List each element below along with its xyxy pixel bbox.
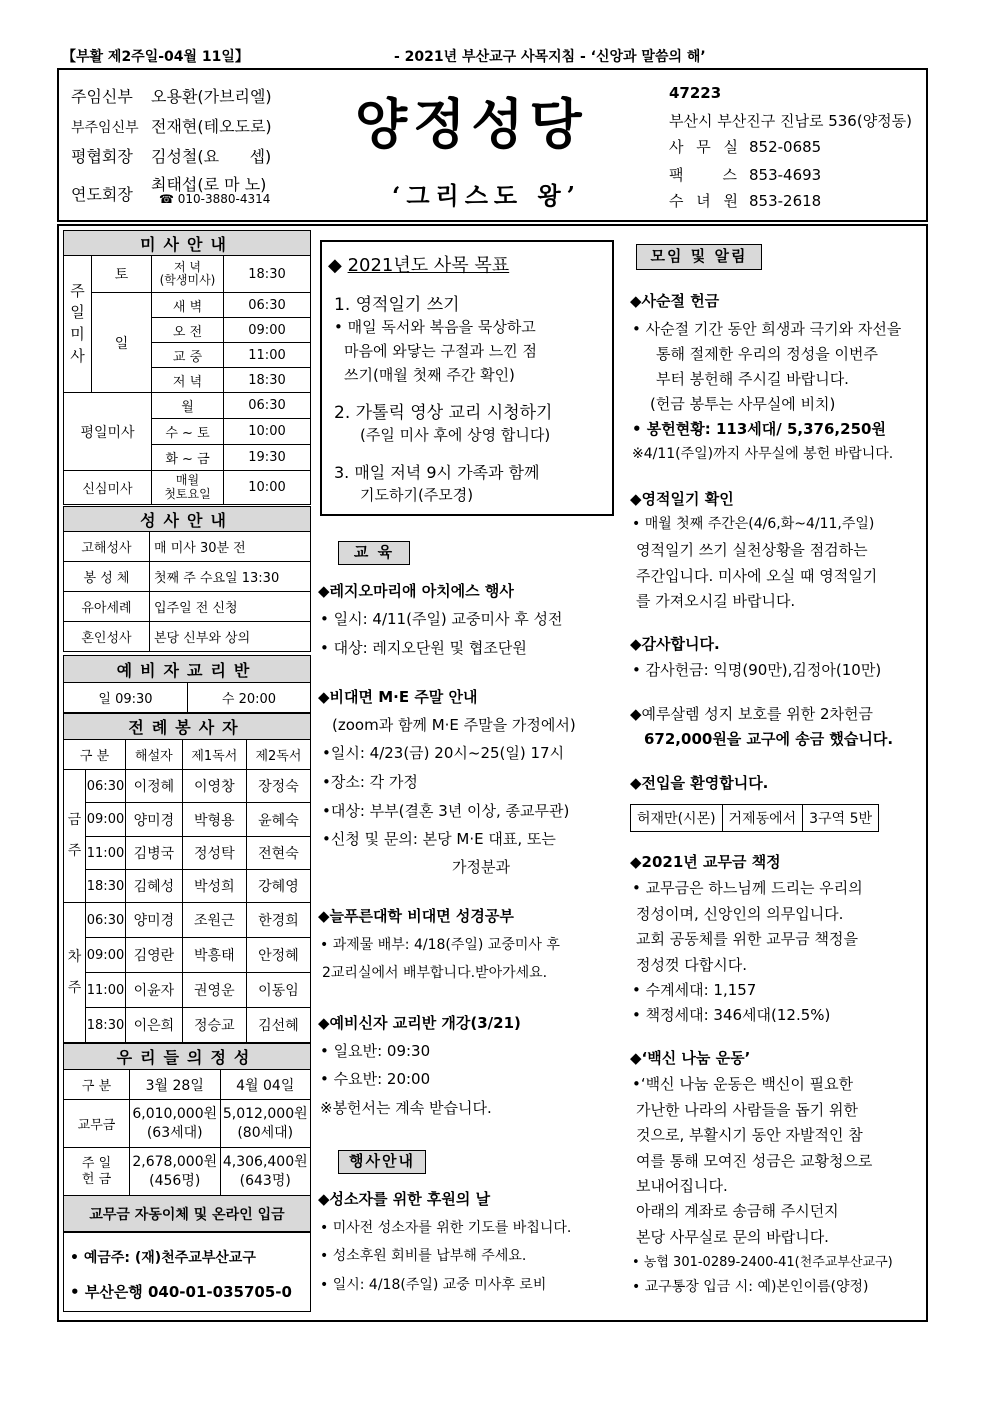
staff-row-council: 평협회장 김성철(요 셉) <box>71 147 272 166</box>
liturgy-cell: 이영창 <box>182 770 246 803</box>
saturday-label: 토 <box>92 256 152 293</box>
sacrament-name: 고해성사 <box>64 532 150 562</box>
notice-title: ◆레지오마리애 아치에스 행사 <box>318 582 514 600</box>
goal-1: 1. 영적일기 쓰기 <box>334 295 460 315</box>
notice-text: 를 가져오시길 바랍니다. <box>636 592 796 610</box>
liturgy-group-next-week: 차 주 <box>64 903 86 1043</box>
account-holder: • 예금주: (재)천주교부산교구 <box>70 1250 256 1266</box>
notice-text: 가정분과 <box>452 858 510 876</box>
sacrament-info: 첫째 주 수요일 13:30 <box>150 562 311 592</box>
liturgy-time: 09:00 <box>86 803 126 837</box>
notice-title: ◆성소자를 위한 후원의 날 <box>318 1190 491 1208</box>
liturgy-time: 11:00 <box>86 973 126 1008</box>
notice-text: 영적일기 쓰기 실천상황을 점검하는 <box>636 541 868 559</box>
newcomer-from: 거제동에서 <box>722 805 803 832</box>
mass-time: 18:30 <box>224 368 311 393</box>
events-tag: 행사안내 <box>338 1150 426 1174</box>
liturgy-cell: 박성희 <box>182 870 246 903</box>
mass-name: 새 벽 <box>152 293 224 318</box>
notice-text: • 사순절 기간 동안 희생과 극기와 자선을 <box>632 320 902 338</box>
liturgy-col: 구 분 <box>64 740 126 770</box>
notice-text: (zoom과 함께 M·E 주말을 가정에서) <box>332 716 576 734</box>
goal-2-text: (주일 미사 후에 상영 합니다) <box>360 426 551 444</box>
notice-text: •장소: 각 가정 <box>322 773 418 791</box>
mass-name: 저 녁 <box>152 368 224 393</box>
liturgy-cell: 강혜영 <box>246 870 310 903</box>
catechism-sunday: 일 09:30 <box>64 683 188 713</box>
notice-text: (헌금 봉투는 사무실에 비치) <box>650 395 836 413</box>
catechism-heading: 예비자교리반 <box>64 656 311 683</box>
notice-text: ※봉헌서는 계속 받습니다. <box>320 1099 492 1117</box>
offering-value: 4,306,400원 (643명) <box>220 1148 311 1196</box>
weekday-time: 06:30 <box>224 393 311 419</box>
notice-text: •일시: 4/23(금) 20시~25(일) 17시 <box>322 744 565 762</box>
notice-text: 보내어집니다. <box>636 1177 728 1195</box>
liturgy-cell: 김혜성 <box>126 870 183 903</box>
liturgy-time: 09:00 <box>86 938 126 973</box>
liturgy-cell: 양미경 <box>126 803 183 837</box>
mass-table <box>63 230 311 505</box>
notice-text: 통해 절제한 우리의 정성을 이번주 <box>656 345 878 363</box>
liturgy-cell: 김병국 <box>126 837 183 870</box>
liturgy-cell: 김선혜 <box>246 1008 310 1043</box>
notice-title: ◆늘푸른대학 비대면 성경공부 <box>318 907 514 925</box>
staff-row-pastor: 주임신부 오용환(가브리엘) <box>71 87 272 106</box>
newcomer-district: 3구역 5반 <box>803 805 879 832</box>
goal-3-text: 기도하기(주모경) <box>360 486 474 504</box>
weekday-day: 수 ~ 토 <box>152 419 224 445</box>
notice-text: •‘백신 나눔 운동은 백신이 필요한 <box>632 1075 854 1093</box>
bulletin-date: 【부활 제2주일-04월 11일】 <box>62 49 249 65</box>
notice-text: 교회 공동체를 위한 교무금 책정을 <box>636 930 858 948</box>
mass-time: 06:30 <box>224 293 311 318</box>
weekday-day: 화 ~ 금 <box>152 445 224 471</box>
mass-name: 저 녁 (학생미사) <box>152 256 224 293</box>
notice-text: 가난한 나라의 사람들을 돕기 위한 <box>636 1101 858 1119</box>
notice-text: • 봉헌현황: 113세대/ 5,376,250원 <box>632 420 886 438</box>
notice-text: • 교무금은 하느님께 드리는 우리의 <box>632 879 863 897</box>
notice-text: • 일시: 4/11(주일) 교중미사 후 성전 <box>320 610 563 628</box>
goal-2: 2. 가톨릭 영상 교리 시청하기 <box>334 403 553 423</box>
notice-title: ◆2021년 교무금 책정 <box>630 853 781 871</box>
sacrament-name: 혼인성사 <box>64 622 150 652</box>
notice-text: • 수요반: 20:00 <box>320 1070 431 1088</box>
liturgy-cell: 양미경 <box>126 903 183 938</box>
staff-row-assistant: 부주임신부 전재현(테오도로) <box>71 117 272 136</box>
offering-value: 5,012,000원 (80세대) <box>220 1100 311 1148</box>
notice-text: • 매월 첫째 주간은(4/6,화~4/11,주일) <box>632 516 875 532</box>
liturgy-cell: 이윤자 <box>126 973 183 1008</box>
notice-text: • 미사전 성소자를 위한 기도를 바칩니다. <box>320 1220 572 1236</box>
pastoral-goals-box <box>320 240 614 516</box>
notice-text: ◆예루살렘 성지 보호를 위한 2차헌금 <box>630 705 874 723</box>
notice-title: ◆전입을 환영합니다. <box>630 774 769 792</box>
contact-office: 사 무 실 852-0685 <box>669 138 822 156</box>
offering-value: 2,678,000원 (456명) <box>130 1148 221 1196</box>
notice-text: 아래의 계좌로 송금해 주시던지 <box>636 1202 839 1220</box>
weekday-mass-label: 평일미사 <box>64 393 152 471</box>
notice-text: • 과제물 배부: 4/18(주일) 교중미사 후 <box>320 937 560 953</box>
weekday-time: 19:30 <box>224 445 311 471</box>
notice-text: • 성소후원 회비를 납부해 주세요. <box>320 1248 527 1264</box>
mass-time: 18:30 <box>224 256 311 293</box>
newcomer-table <box>630 804 879 832</box>
weekday-time: 10:00 <box>224 419 311 445</box>
goal-1-text: 쓰기(매월 첫째 주간 확인) <box>344 366 515 384</box>
notice-text: 본당 사무실로 문의 바랍니다. <box>636 1228 829 1246</box>
liturgy-cell: 안정혜 <box>246 938 310 973</box>
liturgy-col: 제1독서 <box>182 740 246 770</box>
diocese-motto: - 2021년 부산교구 사목지침 - ‘신앙과 말씀의 해’ <box>394 49 706 65</box>
devotion-mass-label: 신심미사 <box>64 471 152 505</box>
catechism-wednesday: 수 20:00 <box>188 683 311 713</box>
education-tag: 교 육 <box>338 541 410 565</box>
offering-label: 주 일 헌 금 <box>64 1148 130 1196</box>
liturgy-cell: 권영운 <box>182 973 246 1008</box>
parish-subtitle: ‘그리스도 왕’ <box>392 181 581 210</box>
liturgy-cell: 김영란 <box>126 938 183 973</box>
notice-text: •신청 및 문의: 본당 M·E 대표, 또는 <box>322 830 556 848</box>
notice-text: • 일시: 4/18(주일) 교중 미사후 로비 <box>320 1277 547 1293</box>
mass-time: 11:00 <box>224 343 311 368</box>
notice-text: • 수계세대: 1,157 <box>632 981 757 999</box>
mass-heading: 미사안내 <box>64 231 311 256</box>
offering-label: 교무금 <box>64 1100 130 1148</box>
sacrament-name: 유아세례 <box>64 592 150 622</box>
sacrament-name: 봉 성 체 <box>64 562 150 592</box>
liturgy-cell: 한경희 <box>246 903 310 938</box>
sacrament-info: 매 미사 30분 전 <box>150 532 311 562</box>
offering-col: 3월 28일 <box>130 1070 221 1100</box>
notice-text: 주간입니다. 미사에 오실 때 영적일기 <box>636 567 878 585</box>
notice-title: ◆사순절 헌금 <box>630 292 720 310</box>
liturgy-cell: 전현숙 <box>246 837 310 870</box>
goal-1-text: 마음에 와닿는 구절과 느낀 점 <box>344 342 537 360</box>
notice-text: 부터 봉헌해 주시길 바랍니다. <box>656 370 849 388</box>
weekday-day: 월 <box>152 393 224 419</box>
autopay-heading: 교무금 자동이체 및 온라인 입금 <box>64 1196 311 1232</box>
address: 부산시 부산진구 진남로 536(양정동) <box>669 112 913 130</box>
notice-title: ◆비대면 M·E 주말 안내 <box>318 688 478 706</box>
liturgy-time: 06:30 <box>86 770 126 803</box>
bank-account: • 부산은행 040-01-035705-0 <box>70 1283 292 1301</box>
goal-3: 3. 매일 저녁 9시 가족과 함께 <box>334 463 540 482</box>
notice-title: ◆예비신자 교리반 개강(3/21) <box>318 1014 521 1032</box>
liturgy-table <box>63 713 311 1043</box>
liturgy-group-this-week: 금 주 <box>64 770 86 903</box>
offering-table <box>63 1043 311 1232</box>
parish-title: 양정성당 <box>355 92 588 156</box>
notice-text: •대상: 부부(결혼 3년 이상, 종교무관) <box>322 802 570 820</box>
mass-time: 09:00 <box>224 318 311 343</box>
liturgy-cell: 박흥태 <box>182 938 246 973</box>
notice-text: • 책정세대: 346세대(12.5%) <box>632 1006 831 1024</box>
liturgy-heading: 전례봉사자 <box>64 714 311 740</box>
notice-text: • 농협 301-0289-2400-41(천주교부산교구) <box>632 1255 893 1270</box>
liturgy-cell: 이동임 <box>246 973 310 1008</box>
sacrament-info: 입주일 전 신청 <box>150 592 311 622</box>
newcomer-name: 허재만(시몬) <box>631 805 723 832</box>
liturgy-time: 06:30 <box>86 903 126 938</box>
sacraments-heading: 성사안내 <box>64 507 311 532</box>
devotion-mass-time: 10:00 <box>224 471 311 505</box>
offering-col: 구 분 <box>64 1070 130 1100</box>
liturgy-col: 제2독서 <box>246 740 310 770</box>
mass-name: 교 중 <box>152 343 224 368</box>
notice-text: • 교구통장 입금 시: 예)본인이름(양정) <box>632 1279 869 1295</box>
liturgy-cell: 정승교 <box>182 1008 246 1043</box>
notice-title: ◆감사합니다. <box>630 635 720 653</box>
contact-convent: 수 녀 원 853-2618 <box>669 192 822 210</box>
sacraments-table <box>63 506 311 652</box>
notice-title: ◆영적일기 확인 <box>630 490 734 508</box>
notice-text: • 대상: 레지오단원 및 협조단원 <box>320 639 527 657</box>
liturgy-cell: 장정숙 <box>246 770 310 803</box>
catechism-table <box>63 655 311 713</box>
liturgy-cell: 박형용 <box>182 803 246 837</box>
sunday-label: 일 <box>92 293 152 393</box>
liturgy-cell: 이정혜 <box>126 770 183 803</box>
liturgy-col: 해설자 <box>126 740 183 770</box>
notice-text: • 감사헌금: 익명(90만),김정아(10만) <box>632 661 882 679</box>
liturgy-cell: 윤혜숙 <box>246 803 310 837</box>
notice-text: 672,000원을 교구에 송금 했습니다. <box>644 730 894 748</box>
notice-title: ◆‘백신 나눔 운동’ <box>630 1049 751 1067</box>
mass-name: 오 전 <box>152 318 224 343</box>
contact-fax: 팩 스 853-4693 <box>669 166 822 184</box>
postal-code: 47223 <box>669 84 722 102</box>
notice-text: 정성껏 다합시다. <box>636 956 747 974</box>
sacrament-info: 본당 신부와 상의 <box>150 622 311 652</box>
offering-value: 6,010,000원 (63세대) <box>130 1100 221 1148</box>
bank-info <box>63 1232 311 1312</box>
notice-text: • 일요반: 09:30 <box>320 1042 431 1060</box>
bulletin-header <box>57 68 928 222</box>
liturgy-cell: 조원근 <box>182 903 246 938</box>
sunday-mass-label: 주 일 미 사 <box>64 256 92 393</box>
offering-col: 4월 04일 <box>220 1070 311 1100</box>
notice-text: 정성이며, 신앙인의 의무입니다. <box>636 905 844 923</box>
liturgy-cell: 정성탁 <box>182 837 246 870</box>
notice-text: ※4/11(주일)까지 사무실에 봉헌 바랍니다. <box>632 446 894 462</box>
notices-tag: 모임 및 알림 <box>636 244 762 270</box>
goal-1-text: • 매일 독서와 복음을 묵상하고 <box>334 318 536 336</box>
staff-row-yeondo: 연도회장최태섭(로 마 노) <box>71 175 267 204</box>
liturgy-cell: 이은희 <box>126 1008 183 1043</box>
offering-heading: 우리들의정성 <box>64 1044 311 1070</box>
liturgy-time: 18:30 <box>86 1008 126 1043</box>
goals-heading: ◆ 2021년도 사목 목표 <box>328 255 510 276</box>
yeondo-phone: ☎ 010-3880-4314 <box>159 192 271 206</box>
devotion-mass-day: 매월 첫토요일 <box>152 471 224 505</box>
notice-text: 것으로, 부활시기 동안 자발적인 참 <box>636 1126 863 1144</box>
notice-text: 여를 통해 모여진 성금은 교황청으로 <box>636 1152 873 1170</box>
liturgy-time: 18:30 <box>86 870 126 903</box>
notice-text: 2교리실에서 배부합니다.받아가세요. <box>322 965 548 981</box>
liturgy-time: 11:00 <box>86 837 126 870</box>
top-line <box>62 46 928 68</box>
